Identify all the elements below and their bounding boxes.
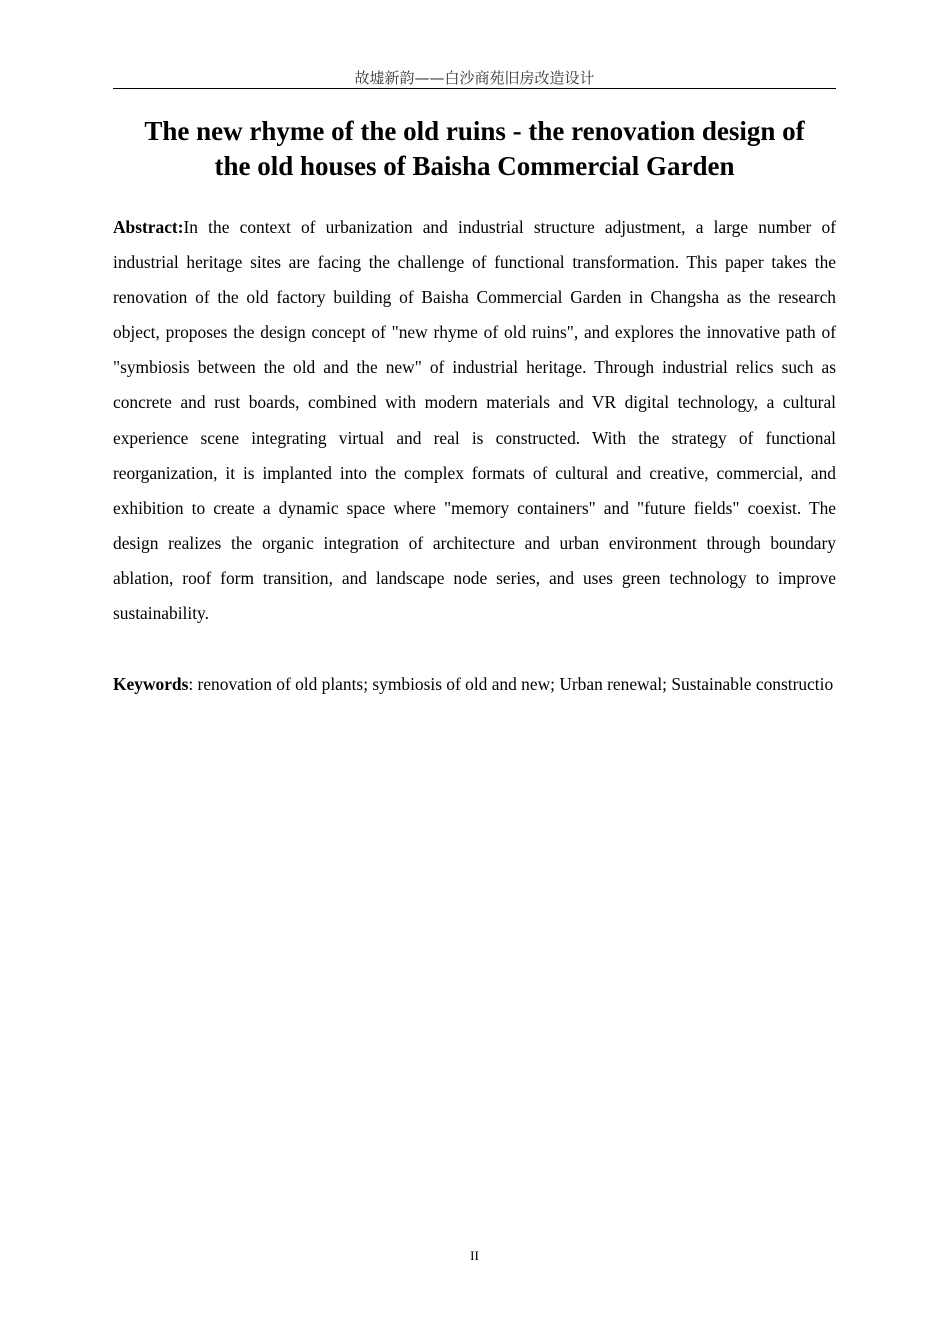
paper-title-line-1: The new rhyme of the old ruins - the renovation design of (144, 116, 805, 146)
keywords-text: : renovation of old plants; symbiosis of old and new; Urban renewal; Sustainable constructio (188, 674, 834, 694)
abstract-text: In the context of urbanization and industrial structure adjustment, a large number of industrial heritage sites are facing the challenge of functional transformation. This paper takes the renovation of the old factory building of Baisha Commercial Garden in Changsha as the research object, proposes the design concept of "new rhyme of old ruins", and explores the innovative path of "symbiosis between the old and the new" of industrial heritage. Through industrial relics such as concrete and rust boards, combined with modern materials and VR digital technology, a cultural experience scene integrating virtual and real is constructed. With the strategy of functional reorganization, it is implanted into the complex formats of cultural and creative, commercial, and exhibition to create a dynamic space where "memory containers" and "future fields" coexist. The design realizes the organic integration of architecture and urban environment through boundary ablation, roof form transition, and landscape node series, and uses green technology to improve sustainability. (113, 217, 836, 624)
paper-title (113, 114, 836, 184)
keywords-label: Keywords (113, 674, 189, 694)
abstract-paragraph (113, 210, 836, 631)
keywords-paragraph (113, 667, 836, 702)
header-rule (113, 88, 836, 89)
abstract-label: Abstract: (113, 217, 184, 237)
page-number: II (470, 1248, 479, 1263)
running-header: 故墟新韵——白沙商苑旧房改造设计 (354, 69, 595, 87)
paper-title-line-2: the old houses of Baisha Commercial Garden (214, 151, 735, 181)
